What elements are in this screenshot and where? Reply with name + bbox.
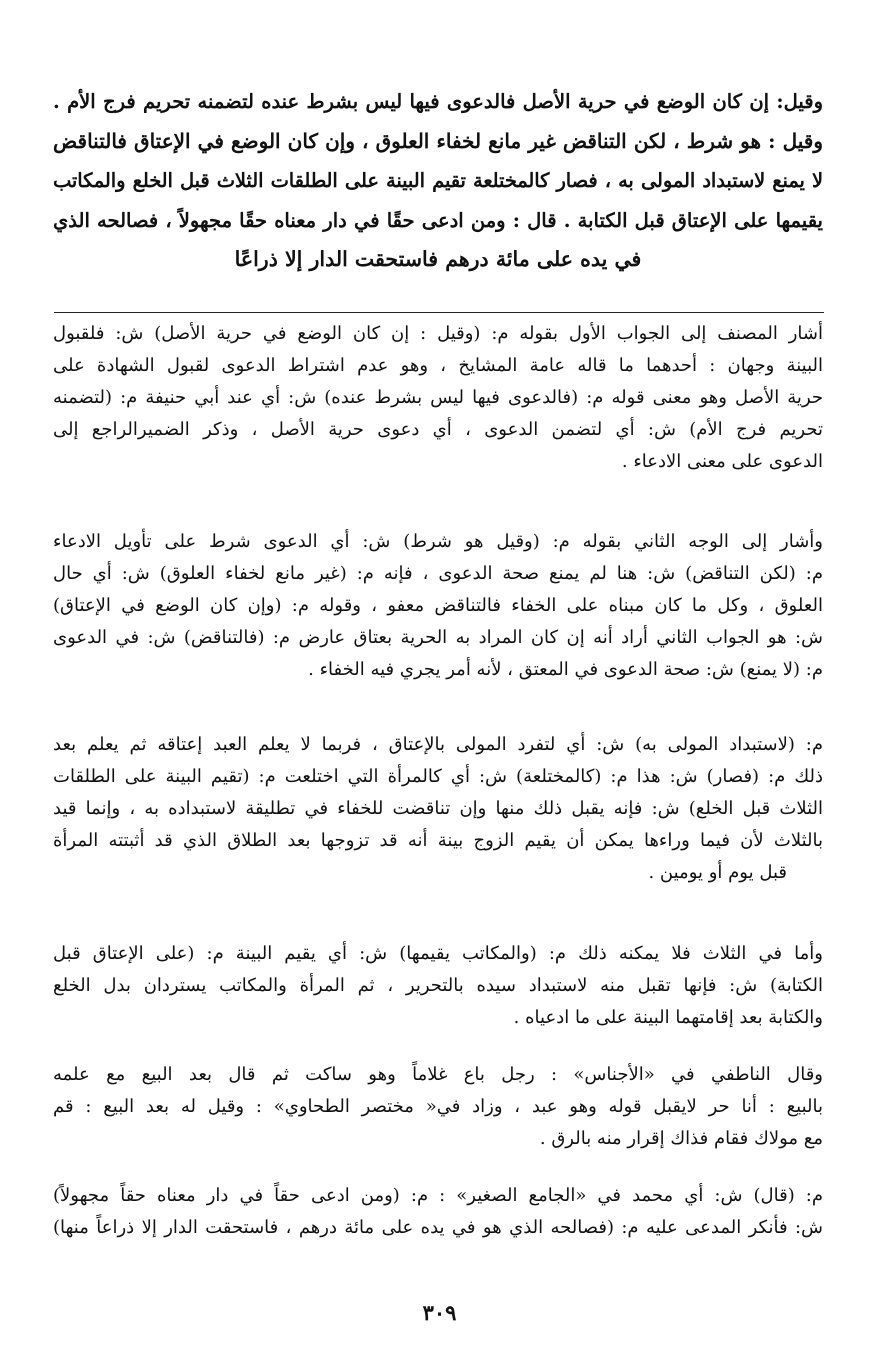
commentary-line: البينة وجهان : أحدهما ما قاله عامة المشايخ ، وهو عدم اشتراط الدعوى لقبول الشهادة على: [53, 355, 823, 376]
commentary-line: الثلاث قبل الخلع) ش: فإنه يقبل ذلك منها وإن تناقضت للخفاء في تطليقة لاستبداده به ، وإنما قيد: [53, 798, 823, 819]
commentary-line: حرية الأصل وهو معنى قوله م: (فالدعوى فيها ليس بشرط عنده) ش: أي عند أبي حنيفة م: (لتضمنه: [53, 387, 824, 408]
main-text-line: وقيل : هو شرط ، لكن التناقض غير مانع لخفاء العلوق ، وإن كان الوضع في الإعتاق فالتناقض: [53, 128, 824, 153]
commentary-line: م: (لاستبداد المولى به) ش: أي لتفرد المولى بالإعتاق ، فربما لا يعلم العبد إعتاقه ثم يعلم بعد: [53, 734, 823, 755]
commentary-line: قبل يوم أو يومين .: [648, 862, 787, 883]
commentary-paragraph: [53, 729, 823, 889]
main-text: [53, 82, 823, 280]
commentary-line: م: (لا يمنع) ش: صحة الدعوى في المعتق ، لأنه أمر يجري فيه الخفاء .: [308, 659, 823, 680]
main-text-line: وقيل: إن كان الوضع في حرية الأصل فالدعوى فيها ليس بشرط عنده لتضمنه تحريم فرج الأم .: [53, 90, 823, 113]
commentary-line: وأما في الثلاث فلا يمكنه ذلك م: (والمكاتب يقيمها) ش: أي يقيم البينة م: (على الإعتاق قبل: [53, 943, 823, 964]
commentary-line: وقال الناطفي في «الأجناس» : رجل باع غلاماً وهو ساكت ثم قال بعد البيع مع علمه: [53, 1064, 823, 1085]
page-number: ٣٠٩: [422, 1300, 457, 1325]
commentary-line: الكتابة) ش: فإنها تقبل منه لاستبداد سيده بالتحرير ، ثم المرأة والمكاتب يستردان بدل الخلع: [53, 975, 823, 996]
main-text-line: يقيمها على الإعتاق قبل الكتابة . قال : ومن ادعى حقًا في دار معناه حقًا مجهولاً ، فصالحه الذي: [53, 208, 823, 232]
main-text-line: لا يمنع لاستبداد المولى به ، فصار كالمختلعة تقيم البينة على الطلقات الثلاث قبل الخلع والمكاتب: [53, 169, 823, 192]
commentary-paragraph: [53, 938, 823, 1034]
commentary-line: والكتابة بعد إقامتهما البينة على ما ادعياه .: [513, 1007, 823, 1028]
commentary-paragraph: [53, 1059, 823, 1155]
separator-rule: [54, 312, 824, 313]
commentary-line: العلوق ، وكل ما كان مبناه على الخفاء فالتناقض معفو ، وقوله م: (وإن كان الوضع في الإعتاق): [53, 595, 823, 616]
commentary-line: بالثلاث لأن فيما وراءها يمكن أن يقيم الزوج بينة أنه قد تزوجها بعد الطلاق الذي قد أثبتته المرأة: [53, 830, 823, 851]
commentary-line: م: (لكن التناقض) ش: هنا لم يمنع صحة الدعوى ، فإنه م: (غير مانع لخفاء العلوق) ش: أي حال: [53, 563, 823, 584]
commentary-line: وأشار إلى الوجه الثاني بقوله م: (وقيل هو شرط) ش: أي الدعوى شرط على تأويل الادعاء: [53, 531, 823, 552]
commentary-paragraph: [53, 526, 823, 686]
commentary-line: ذلك م: (فصار) ش: هذا م: (كالمختلعة) ش: أي كالمرأة التي اختلعت م: (تقيم البينة على الطلقات: [53, 766, 823, 787]
commentary-paragraph: [53, 1180, 823, 1244]
commentary-line: ش: هو الجواب الثاني أراد أنه إن كان المراد به الحرية بعتاق عارض م: (فالتناقض) ش: في الدعوى: [53, 627, 823, 648]
commentary-line: ش: فأنكر المدعى عليه م: (فصالحه الذي هو في يده على مائة درهم ، فاستحقت الدار إلا ذراعاً منها): [53, 1217, 823, 1238]
commentary-line: بالبيع : أنا حر لايقبل قوله وهو عبد ، وزاد في« مختصر الطحاوي» : وقيل له بعد البيع : قم: [53, 1096, 823, 1117]
commentary-line: مع مولاك فقام فذاك إقرار منه بالرق .: [539, 1128, 823, 1149]
commentary-paragraph: [53, 318, 823, 478]
commentary-line: م: (قال) ش: أي محمد في «الجامع الصغير» : م: (ومن ادعى حقاً في دار معناه حقاً مجهولاً): [53, 1185, 823, 1206]
commentary-line: الدعوى على معنى الادعاء .: [621, 451, 823, 472]
commentary-line: تحريم فرج الأم) ش: أي لتضمن الدعوى ، أي دعوى حرية الأصل ، وذكر الضميرالراجع إلى: [53, 419, 823, 440]
commentary-line: أشار المصنف إلى الجواب الأول بقوله م: (وقيل : إن كان الوضع في حرية الأصل) ش: فلقبول: [53, 323, 823, 344]
main-text-line: في يده على مائة درهم فاستحقت الدار إلا ذراعًا: [234, 247, 642, 271]
